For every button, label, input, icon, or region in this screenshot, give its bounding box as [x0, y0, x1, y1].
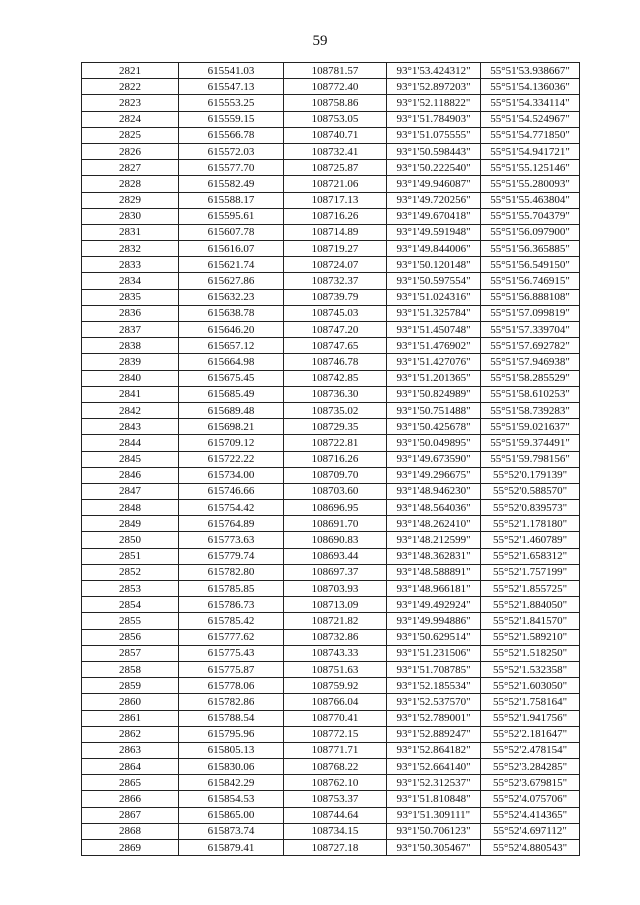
- x-coordinate-cell: 615785.42: [179, 613, 284, 629]
- latitude-cell: 55°52'1.603050": [481, 678, 580, 694]
- x-coordinate-cell: 615541.03: [179, 63, 284, 79]
- longitude-cell: 93°1'51.231506": [387, 645, 481, 661]
- longitude-cell: 93°1'50.222540": [387, 160, 481, 176]
- table-row: [82, 192, 580, 208]
- longitude-cell: 93°1'50.305467": [387, 840, 481, 856]
- longitude-cell: 93°1'52.897203": [387, 79, 481, 95]
- x-coordinate-cell: 615621.74: [179, 257, 284, 273]
- latitude-cell: 55°52'1.589210": [481, 629, 580, 645]
- latitude-cell: 55°51'57.692782": [481, 338, 580, 354]
- point-number-cell: 2847: [82, 483, 179, 499]
- table-row: [82, 807, 580, 823]
- x-coordinate-cell: 615865.00: [179, 807, 284, 823]
- y-coordinate-cell: 108740.71: [284, 127, 387, 143]
- latitude-cell: 55°51'59.374491": [481, 435, 580, 451]
- y-coordinate-cell: 108729.35: [284, 419, 387, 435]
- longitude-cell: 93°1'52.889247": [387, 726, 481, 742]
- latitude-cell: 55°51'56.365885": [481, 241, 580, 257]
- point-number-cell: 2869: [82, 840, 179, 856]
- latitude-cell: 55°51'58.610253": [481, 386, 580, 402]
- x-coordinate-cell: 615577.70: [179, 160, 284, 176]
- longitude-cell: 93°1'52.118822": [387, 95, 481, 111]
- y-coordinate-cell: 108745.03: [284, 305, 387, 321]
- longitude-cell: 93°1'51.201365": [387, 370, 481, 386]
- longitude-cell: 93°1'51.784903": [387, 111, 481, 127]
- latitude-cell: 55°52'2.478154": [481, 742, 580, 758]
- x-coordinate-cell: 615638.78: [179, 305, 284, 321]
- y-coordinate-cell: 108743.33: [284, 645, 387, 661]
- longitude-cell: 93°1'49.720256": [387, 192, 481, 208]
- x-coordinate-cell: 615782.80: [179, 564, 284, 580]
- latitude-cell: 55°52'4.075706": [481, 791, 580, 807]
- y-coordinate-cell: 108690.83: [284, 532, 387, 548]
- x-coordinate-cell: 615775.87: [179, 661, 284, 677]
- x-coordinate-cell: 615805.13: [179, 742, 284, 758]
- latitude-cell: 55°51'58.739283": [481, 402, 580, 418]
- x-coordinate-cell: 615842.29: [179, 775, 284, 791]
- table-row: [82, 645, 580, 661]
- point-number-cell: 2828: [82, 176, 179, 192]
- longitude-cell: 93°1'50.824989": [387, 386, 481, 402]
- point-number-cell: 2848: [82, 500, 179, 516]
- table-row: [82, 532, 580, 548]
- y-coordinate-cell: 108771.71: [284, 742, 387, 758]
- x-coordinate-cell: 615547.13: [179, 79, 284, 95]
- latitude-cell: 55°51'55.704379": [481, 208, 580, 224]
- x-coordinate-cell: 615746.66: [179, 483, 284, 499]
- x-coordinate-cell: 615559.15: [179, 111, 284, 127]
- point-number-cell: 2863: [82, 742, 179, 758]
- latitude-cell: 55°51'56.549150": [481, 257, 580, 273]
- y-coordinate-cell: 108691.70: [284, 516, 387, 532]
- point-number-cell: 2840: [82, 370, 179, 386]
- longitude-cell: 93°1'48.946230": [387, 483, 481, 499]
- table-row: [82, 483, 580, 499]
- latitude-cell: 55°51'55.463804": [481, 192, 580, 208]
- y-coordinate-cell: 108747.65: [284, 338, 387, 354]
- point-number-cell: 2853: [82, 581, 179, 597]
- point-number-cell: 2851: [82, 548, 179, 564]
- longitude-cell: 93°1'52.537570": [387, 694, 481, 710]
- y-coordinate-cell: 108732.41: [284, 143, 387, 159]
- point-number-cell: 2830: [82, 208, 179, 224]
- table-row: [82, 160, 580, 176]
- y-coordinate-cell: 108697.37: [284, 564, 387, 580]
- longitude-cell: 93°1'52.789001": [387, 710, 481, 726]
- table-row: [82, 143, 580, 159]
- x-coordinate-cell: 615777.62: [179, 629, 284, 645]
- point-number-cell: 2839: [82, 354, 179, 370]
- x-coordinate-cell: 615664.98: [179, 354, 284, 370]
- table-row: [82, 241, 580, 257]
- y-coordinate-cell: 108747.20: [284, 322, 387, 338]
- x-coordinate-cell: 615588.17: [179, 192, 284, 208]
- latitude-cell: 55°51'56.097900": [481, 224, 580, 240]
- point-number-cell: 2824: [82, 111, 179, 127]
- y-coordinate-cell: 108759.92: [284, 678, 387, 694]
- y-coordinate-cell: 108719.27: [284, 241, 387, 257]
- x-coordinate-cell: 615754.42: [179, 500, 284, 516]
- point-number-cell: 2827: [82, 160, 179, 176]
- latitude-cell: 55°51'56.888108": [481, 289, 580, 305]
- table-row: [82, 581, 580, 597]
- table-row: [82, 516, 580, 532]
- point-number-cell: 2825: [82, 127, 179, 143]
- y-coordinate-cell: 108770.41: [284, 710, 387, 726]
- longitude-cell: 93°1'51.708785": [387, 661, 481, 677]
- y-coordinate-cell: 108693.44: [284, 548, 387, 564]
- point-number-cell: 2843: [82, 419, 179, 435]
- x-coordinate-cell: 615775.43: [179, 645, 284, 661]
- x-coordinate-cell: 615830.06: [179, 759, 284, 775]
- x-coordinate-cell: 615785.85: [179, 581, 284, 597]
- table-row: [82, 451, 580, 467]
- x-coordinate-cell: 615689.48: [179, 402, 284, 418]
- latitude-cell: 55°52'1.178180": [481, 516, 580, 532]
- point-number-cell: 2838: [82, 338, 179, 354]
- table-row: [82, 775, 580, 791]
- latitude-cell: 55°51'56.746915": [481, 273, 580, 289]
- x-coordinate-cell: 615879.41: [179, 840, 284, 856]
- point-number-cell: 2841: [82, 386, 179, 402]
- latitude-cell: 55°52'3.679815": [481, 775, 580, 791]
- x-coordinate-cell: 615646.20: [179, 322, 284, 338]
- point-number-cell: 2861: [82, 710, 179, 726]
- table-row: [82, 386, 580, 402]
- x-coordinate-cell: 615685.49: [179, 386, 284, 402]
- longitude-cell: 93°1'51.309111": [387, 807, 481, 823]
- latitude-cell: 55°51'57.946938": [481, 354, 580, 370]
- longitude-cell: 93°1'51.450748": [387, 322, 481, 338]
- longitude-cell: 93°1'48.588891": [387, 564, 481, 580]
- x-coordinate-cell: 615854.53: [179, 791, 284, 807]
- latitude-cell: 55°52'2.181647": [481, 726, 580, 742]
- x-coordinate-cell: 615773.63: [179, 532, 284, 548]
- point-number-cell: 2868: [82, 823, 179, 839]
- y-coordinate-cell: 108709.70: [284, 467, 387, 483]
- y-coordinate-cell: 108739.79: [284, 289, 387, 305]
- latitude-cell: 55°51'59.798156": [481, 451, 580, 467]
- longitude-cell: 93°1'49.673590": [387, 451, 481, 467]
- point-number-cell: 2844: [82, 435, 179, 451]
- table-row: [82, 661, 580, 677]
- y-coordinate-cell: 108753.05: [284, 111, 387, 127]
- table-row: [82, 273, 580, 289]
- latitude-cell: 55°52'1.518250": [481, 645, 580, 661]
- point-number-cell: 2858: [82, 661, 179, 677]
- longitude-cell: 93°1'50.598443": [387, 143, 481, 159]
- y-coordinate-cell: 108746.78: [284, 354, 387, 370]
- x-coordinate-cell: 615553.25: [179, 95, 284, 111]
- longitude-cell: 93°1'50.120148": [387, 257, 481, 273]
- latitude-cell: 55°51'54.334114": [481, 95, 580, 111]
- point-number-cell: 2833: [82, 257, 179, 273]
- point-number-cell: 2832: [82, 241, 179, 257]
- latitude-cell: 55°52'1.532358": [481, 661, 580, 677]
- x-coordinate-cell: 615607.78: [179, 224, 284, 240]
- y-coordinate-cell: 108732.86: [284, 629, 387, 645]
- y-coordinate-cell: 108724.07: [284, 257, 387, 273]
- x-coordinate-cell: 615582.49: [179, 176, 284, 192]
- point-number-cell: 2835: [82, 289, 179, 305]
- point-number-cell: 2866: [82, 791, 179, 807]
- y-coordinate-cell: 108753.37: [284, 791, 387, 807]
- table-row: [82, 435, 580, 451]
- latitude-cell: 55°51'54.941721": [481, 143, 580, 159]
- x-coordinate-cell: 615709.12: [179, 435, 284, 451]
- point-number-cell: 2822: [82, 79, 179, 95]
- longitude-cell: 93°1'48.212599": [387, 532, 481, 548]
- point-number-cell: 2842: [82, 402, 179, 418]
- longitude-cell: 93°1'51.810848": [387, 791, 481, 807]
- x-coordinate-cell: 615782.86: [179, 694, 284, 710]
- table-row: [82, 79, 580, 95]
- latitude-cell: 55°52'0.839573": [481, 500, 580, 516]
- longitude-cell: 93°1'50.425678": [387, 419, 481, 435]
- latitude-cell: 55°52'4.414365": [481, 807, 580, 823]
- x-coordinate-cell: 615572.03: [179, 143, 284, 159]
- latitude-cell: 55°51'55.125146": [481, 160, 580, 176]
- y-coordinate-cell: 108714.89: [284, 224, 387, 240]
- table-row: [82, 597, 580, 613]
- x-coordinate-cell: 615616.07: [179, 241, 284, 257]
- y-coordinate-cell: 108742.85: [284, 370, 387, 386]
- x-coordinate-cell: 615779.74: [179, 548, 284, 564]
- longitude-cell: 93°1'50.049895": [387, 435, 481, 451]
- latitude-cell: 55°51'54.136036": [481, 79, 580, 95]
- page-number: 59: [312, 33, 328, 49]
- point-number-cell: 2867: [82, 807, 179, 823]
- latitude-cell: 55°52'4.880543": [481, 840, 580, 856]
- table-row: [82, 63, 580, 79]
- y-coordinate-cell: 108713.09: [284, 597, 387, 613]
- y-coordinate-cell: 108751.63: [284, 661, 387, 677]
- point-number-cell: 2845: [82, 451, 179, 467]
- x-coordinate-cell: 615786.73: [179, 597, 284, 613]
- table-row: [82, 694, 580, 710]
- latitude-cell: 55°51'57.099819": [481, 305, 580, 321]
- table-row: [82, 305, 580, 321]
- point-number-cell: 2864: [82, 759, 179, 775]
- x-coordinate-cell: 615566.78: [179, 127, 284, 143]
- x-coordinate-cell: 615698.21: [179, 419, 284, 435]
- point-number-cell: 2826: [82, 143, 179, 159]
- longitude-cell: 93°1'52.664140": [387, 759, 481, 775]
- longitude-cell: 93°1'51.075555": [387, 127, 481, 143]
- latitude-cell: 55°52'1.884050": [481, 597, 580, 613]
- table-row: [82, 629, 580, 645]
- point-number-cell: 2821: [82, 63, 179, 79]
- longitude-cell: 93°1'51.024316": [387, 289, 481, 305]
- table-row: [82, 823, 580, 839]
- y-coordinate-cell: 108781.57: [284, 63, 387, 79]
- latitude-cell: 55°52'4.697112": [481, 823, 580, 839]
- table-row: [82, 338, 580, 354]
- latitude-cell: 55°52'1.658312": [481, 548, 580, 564]
- x-coordinate-cell: 615657.12: [179, 338, 284, 354]
- longitude-cell: 93°1'50.751488": [387, 402, 481, 418]
- y-coordinate-cell: 108732.37: [284, 273, 387, 289]
- point-number-cell: 2823: [82, 95, 179, 111]
- y-coordinate-cell: 108736.30: [284, 386, 387, 402]
- y-coordinate-cell: 108716.26: [284, 208, 387, 224]
- x-coordinate-cell: 615873.74: [179, 823, 284, 839]
- y-coordinate-cell: 108766.04: [284, 694, 387, 710]
- table-row: [82, 500, 580, 516]
- latitude-cell: 55°52'3.284285": [481, 759, 580, 775]
- x-coordinate-cell: 615734.00: [179, 467, 284, 483]
- point-number-cell: 2860: [82, 694, 179, 710]
- coordinates-table-body: [82, 63, 580, 856]
- longitude-cell: 93°1'49.591948": [387, 224, 481, 240]
- table-row: [82, 111, 580, 127]
- table-row: [82, 95, 580, 111]
- table-row: [82, 742, 580, 758]
- point-number-cell: 2856: [82, 629, 179, 645]
- longitude-cell: 93°1'51.476902": [387, 338, 481, 354]
- y-coordinate-cell: 108721.06: [284, 176, 387, 192]
- point-number-cell: 2837: [82, 322, 179, 338]
- latitude-cell: 55°52'1.758164": [481, 694, 580, 710]
- latitude-cell: 55°52'1.460789": [481, 532, 580, 548]
- table-row: [82, 564, 580, 580]
- x-coordinate-cell: 615778.06: [179, 678, 284, 694]
- table-row: [82, 127, 580, 143]
- table-row: [82, 370, 580, 386]
- longitude-cell: 93°1'50.706123": [387, 823, 481, 839]
- latitude-cell: 55°51'53.938667": [481, 63, 580, 79]
- longitude-cell: 93°1'53.424312": [387, 63, 481, 79]
- longitude-cell: 93°1'52.185534": [387, 678, 481, 694]
- latitude-cell: 55°52'0.588570": [481, 483, 580, 499]
- table-row: [82, 354, 580, 370]
- y-coordinate-cell: 108734.15: [284, 823, 387, 839]
- latitude-cell: 55°51'54.524967": [481, 111, 580, 127]
- y-coordinate-cell: 108772.40: [284, 79, 387, 95]
- table-row: [82, 208, 580, 224]
- table-row: [82, 224, 580, 240]
- y-coordinate-cell: 108744.64: [284, 807, 387, 823]
- point-number-cell: 2865: [82, 775, 179, 791]
- y-coordinate-cell: 108725.87: [284, 160, 387, 176]
- table-row: [82, 548, 580, 564]
- table-row: [82, 467, 580, 483]
- y-coordinate-cell: 108696.95: [284, 500, 387, 516]
- table-row: [82, 176, 580, 192]
- point-number-cell: 2829: [82, 192, 179, 208]
- table-row: [82, 289, 580, 305]
- y-coordinate-cell: 108758.86: [284, 95, 387, 111]
- longitude-cell: 93°1'48.362831": [387, 548, 481, 564]
- longitude-cell: 93°1'51.427076": [387, 354, 481, 370]
- table-row: [82, 726, 580, 742]
- longitude-cell: 93°1'49.296675": [387, 467, 481, 483]
- latitude-cell: 55°51'54.771850": [481, 127, 580, 143]
- longitude-cell: 93°1'52.312537": [387, 775, 481, 791]
- y-coordinate-cell: 108721.82: [284, 613, 387, 629]
- longitude-cell: 93°1'51.325784": [387, 305, 481, 321]
- latitude-cell: 55°52'0.179139": [481, 467, 580, 483]
- y-coordinate-cell: 108762.10: [284, 775, 387, 791]
- point-number-cell: 2859: [82, 678, 179, 694]
- longitude-cell: 93°1'49.492924": [387, 597, 481, 613]
- point-number-cell: 2834: [82, 273, 179, 289]
- longitude-cell: 93°1'52.864182": [387, 742, 481, 758]
- y-coordinate-cell: 108703.60: [284, 483, 387, 499]
- longitude-cell: 93°1'49.994886": [387, 613, 481, 629]
- longitude-cell: 93°1'48.564036": [387, 500, 481, 516]
- x-coordinate-cell: 615595.61: [179, 208, 284, 224]
- point-number-cell: 2854: [82, 597, 179, 613]
- table-row: [82, 840, 580, 856]
- table-row: [82, 419, 580, 435]
- table-row: [82, 710, 580, 726]
- x-coordinate-cell: 615675.45: [179, 370, 284, 386]
- latitude-cell: 55°51'58.285529": [481, 370, 580, 386]
- x-coordinate-cell: 615722.22: [179, 451, 284, 467]
- table-row: [82, 322, 580, 338]
- y-coordinate-cell: 108703.93: [284, 581, 387, 597]
- y-coordinate-cell: 108768.22: [284, 759, 387, 775]
- point-number-cell: 2849: [82, 516, 179, 532]
- latitude-cell: 55°51'55.280093": [481, 176, 580, 192]
- point-number-cell: 2831: [82, 224, 179, 240]
- latitude-cell: 55°52'1.757199": [481, 564, 580, 580]
- x-coordinate-cell: 615764.89: [179, 516, 284, 532]
- longitude-cell: 93°1'48.262410": [387, 516, 481, 532]
- point-number-cell: 2852: [82, 564, 179, 580]
- table-row: [82, 759, 580, 775]
- point-number-cell: 2846: [82, 467, 179, 483]
- point-number-cell: 2850: [82, 532, 179, 548]
- y-coordinate-cell: 108722.81: [284, 435, 387, 451]
- longitude-cell: 93°1'48.966181": [387, 581, 481, 597]
- latitude-cell: 55°51'59.021637": [481, 419, 580, 435]
- point-number-cell: 2857: [82, 645, 179, 661]
- latitude-cell: 55°52'1.841570": [481, 613, 580, 629]
- y-coordinate-cell: 108717.13: [284, 192, 387, 208]
- longitude-cell: 93°1'50.629514": [387, 629, 481, 645]
- x-coordinate-cell: 615788.54: [179, 710, 284, 726]
- table-row: [82, 402, 580, 418]
- point-number-cell: 2855: [82, 613, 179, 629]
- y-coordinate-cell: 108727.18: [284, 840, 387, 856]
- table-row: [82, 257, 580, 273]
- longitude-cell: 93°1'50.597554": [387, 273, 481, 289]
- y-coordinate-cell: 108772.15: [284, 726, 387, 742]
- latitude-cell: 55°51'57.339704": [481, 322, 580, 338]
- y-coordinate-cell: 108735.02: [284, 402, 387, 418]
- latitude-cell: 55°52'1.855725": [481, 581, 580, 597]
- longitude-cell: 93°1'49.844006": [387, 241, 481, 257]
- x-coordinate-cell: 615632.23: [179, 289, 284, 305]
- longitude-cell: 93°1'49.946087": [387, 176, 481, 192]
- latitude-cell: 55°52'1.941756": [481, 710, 580, 726]
- coordinates-table: [81, 62, 580, 856]
- longitude-cell: 93°1'49.670418": [387, 208, 481, 224]
- table-row: [82, 678, 580, 694]
- point-number-cell: 2836: [82, 305, 179, 321]
- table-row: [82, 791, 580, 807]
- point-number-cell: 2862: [82, 726, 179, 742]
- y-coordinate-cell: 108716.26: [284, 451, 387, 467]
- table-row: [82, 613, 580, 629]
- x-coordinate-cell: 615795.96: [179, 726, 284, 742]
- x-coordinate-cell: 615627.86: [179, 273, 284, 289]
